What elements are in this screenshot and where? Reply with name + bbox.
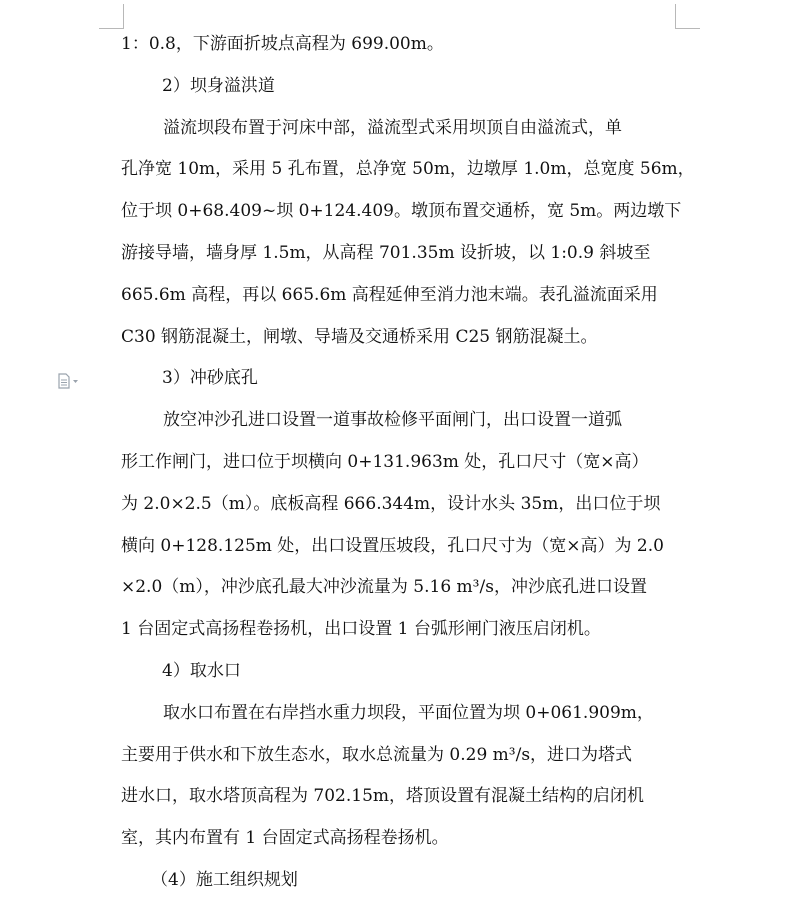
paragraph-line: 为 2.0×2.5（m）。底板高程 666.344m，设计水头 35m，出口位于坝 <box>121 493 661 514</box>
paragraph-line: 1 台固定式高扬程卷扬机，出口设置 1 台弧形闸门液压启闭机。 <box>121 619 601 640</box>
paragraph-line: 665.6m 高程，再以 665.6m 高程延伸至消力池末端。表孔溢流面采用 <box>121 284 658 305</box>
paragraph-line: 位于坝 0+68.409~坝 0+124.409。墩顶布置交通桥，宽 5m。两边墩下 <box>121 201 682 222</box>
paragraph-line: 室，其内布置有 1 台固定式高扬程卷扬机。 <box>121 828 449 849</box>
paragraph-line: 放空冲沙孔进口设置一道事故检修平面闸门，出口设置一道弧 <box>163 410 622 431</box>
paragraph-line: C30 钢筋混凝土，闸墩、导墙及交通桥采用 C25 钢筋混凝土。 <box>121 326 598 347</box>
section-heading-spillway: 2）坝身溢洪道 <box>162 75 275 96</box>
paragraph-line: 取水口布置在右岸挡水重力坝段，平面位置为坝 0+061.909m， <box>163 702 654 723</box>
paragraph-line: 横向 0+128.125m 处，出口设置压坡段，孔口尺寸为（宽×高）为 2.0 <box>121 535 664 556</box>
paragraph-line: 形工作闸门，进口位于坝横向 0+131.963m 处，孔口尺寸（宽×高） <box>121 451 649 472</box>
paragraph-line: 溢流坝段布置于河床中部，溢流型式采用坝顶自由溢流式，单 <box>163 117 622 138</box>
document-body <box>121 24 695 890</box>
section-heading-water-intake: 4）取水口 <box>162 660 241 681</box>
document-paragraph-icon[interactable] <box>56 373 82 389</box>
section-heading-construction-planning: （4）施工组织规划 <box>151 869 298 890</box>
section-heading-sand-flushing-outlet: 3）冲砂底孔 <box>162 368 258 389</box>
paragraph-line: 进水口，取水塔顶高程为 702.15m，塔顶设置有混凝土结构的启闭机 <box>121 786 645 807</box>
paragraph-line: ×2.0（m），冲沙底孔最大冲沙流量为 5.16 m³/s，冲沙底孔进口设置 <box>121 577 647 598</box>
text-line: 1：0.8，下游面折坡点高程为 699.00m。 <box>121 34 444 54</box>
paragraph-line: 主要用于供水和下放生态水，取水总流量为 0.29 m³/s，进口为塔式 <box>121 744 633 765</box>
paragraph-line: 孔净宽 10m，采用 5 孔布置，总净宽 50m，边墩厚 1.0m，总宽度 56m， <box>121 159 695 180</box>
crop-mark-top-right <box>675 4 700 29</box>
paragraph-line: 游接导墙，墙身厚 1.5m，从高程 701.35m 设折坡，以 1:0.9 斜坡至 <box>121 242 651 263</box>
